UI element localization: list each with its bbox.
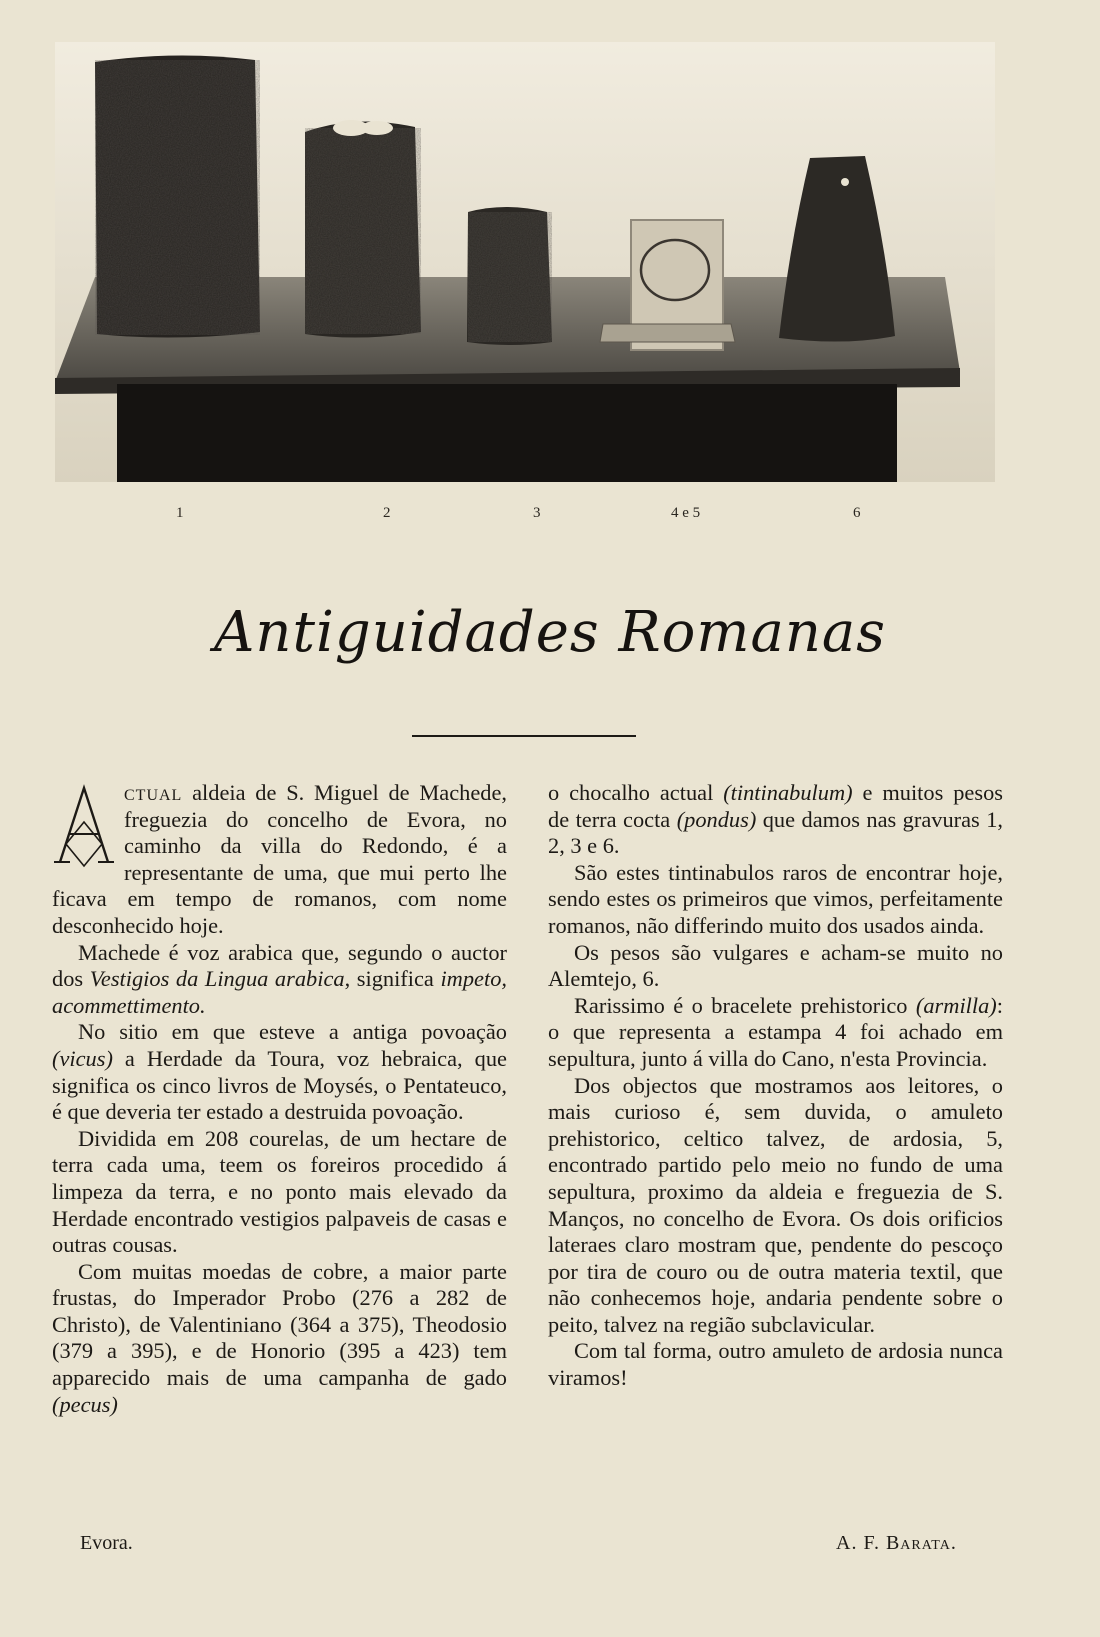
photograph-image [55, 42, 995, 482]
italic-text: (armilla) [915, 992, 997, 1018]
figure-label-2: 2 [383, 505, 391, 521]
paragraph: Dividida em 208 courelas, de um hectare de terra cada uma, teem os foreiros procedido á limpeza da terra, e no ponto mais elevado da Herdade encontrado vestigios palpaveis de casas e outras cousas. [52, 1125, 507, 1258]
right-column [548, 780, 1003, 1392]
paragraph-text: e muitos pesos de terra cocta [548, 780, 1003, 832]
antiquities-photograph [55, 42, 995, 482]
paragraph-text: o chocalho actual [548, 780, 724, 805]
italic-text: impeto, acommettimento. [52, 966, 507, 1018]
paragraph: Os pesos são vulgares e acham-se muito no Alemtejo, 6. [548, 939, 1003, 992]
figure-number-labels [0, 505, 1100, 525]
paragraph [52, 940, 507, 1020]
paragraph-text: a Herdade da Toura, voz hebraica, que significa os cinco livros de Moysés, o Pentateuco, é que deveria ter estado a destruida povoação. [52, 1045, 507, 1125]
paragraph [548, 780, 1003, 860]
paragraph-text: : o que representa a estampa 4 foi achado em sepultura, junto á villa do Cano, n'esta Provincia. [548, 992, 1003, 1071]
paragraph: São estes tintinabulos raros de encontrar hoje, sendo estes os primeiros que vimos, perfeitamente romanos, não differindo muito dos usados ainda. [548, 859, 1003, 938]
paragraph [548, 993, 1003, 1073]
figure-label-1: 1 [176, 505, 184, 521]
place-signature: Evora. [80, 1532, 133, 1554]
paragraph-text: , significa [344, 966, 441, 992]
left-column [52, 780, 507, 1418]
paragraph [52, 1259, 507, 1419]
italic-text: (tintinabulum) [723, 780, 853, 805]
article-title: Antiguidades Romanas [213, 600, 887, 665]
ornamental-dropcap-icon [52, 782, 116, 870]
paragraph-text: aldeia de S. Miguel de Machede, freguezia do concelho de Evora, no caminho da villa do Redondo, é a representante de uma, que mui perto lhe ficava em tempo de romanos, com nome desconhecido hoje. [52, 780, 507, 938]
paragraph-text: Rarissimo é o bracelete prehistorico [574, 992, 916, 1018]
italic-text: Vestigios da Lingua arabica [89, 966, 345, 992]
first-word: ctual [124, 780, 183, 805]
paragraph [52, 1019, 507, 1125]
figure-label-6: 6 [853, 505, 861, 521]
paragraph-text: que damos nas gravuras 1, 2, 3 e 6. [548, 806, 1003, 859]
italic-text: (vicus) [52, 1045, 113, 1071]
title-rule [412, 735, 636, 737]
paragraph: Com tal forma, outro amuleto de ardosia nunca viramos! [548, 1338, 1003, 1391]
figure-label-4-5: 4 e 5 [671, 505, 701, 521]
paragraph-text: Machede é voz arabica que, segundo o auctor dos [52, 939, 507, 992]
paragraph-text: No sitio em que esteve a antiga povoação [78, 1019, 507, 1045]
italic-text: (pecus) [52, 1391, 118, 1417]
italic-text: (pondus) [676, 806, 757, 832]
paragraph: Dos objectos que mostramos aos leitores, o mais curioso é, sem duvida, o amuleto prehistorico, celtico talvez, de ardosia, 5, encontrado partido pelo meio no fundo de uma sepultura, proximo da aldeia e freguezia de S. Manços, no concelho de Evora. Os dois orificios lateraes claro mostram que, pendente do pescoço por tira de couro ou de outra materia textil, que não conhecemos hoje, andaria pendente sobre o peito, talvez na região subclavicular. [548, 1072, 1003, 1337]
paragraph [52, 780, 507, 940]
paragraph-text: Com muitas moedas de cobre, a maior parte frustas, do Imperador Probo (276 a 282 de Christo), de Valentiniano (364 a 375), Theodosio (379 a 395), e de Honorio (395 a 423) tem apparecido mais de uma campanha de gado [52, 1258, 507, 1391]
figure-label-3: 3 [533, 505, 541, 521]
author-signature: A. F. Barata. [836, 1532, 957, 1554]
